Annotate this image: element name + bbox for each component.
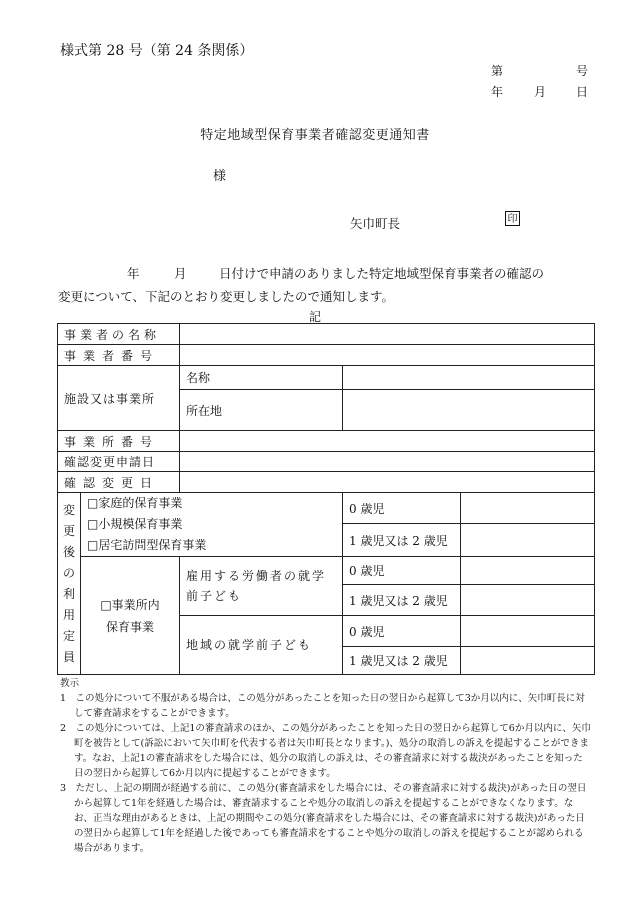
label-local-age0: 0 歳児 <box>343 616 461 647</box>
label-home-age0: 0 歳児 <box>343 493 461 524</box>
instructions-heading: 教示 <box>60 678 80 689</box>
label-facility: 施設又は事業所 <box>58 366 180 431</box>
type-home-based[interactable]: □家庭的保育事業 <box>87 496 183 510</box>
label-facility-address: 所在地 <box>180 390 343 431</box>
number-suffix: 号 <box>576 64 589 78</box>
seal-mark: 印 <box>505 211 520 226</box>
value-change-date[interactable] <box>180 472 595 493</box>
home-type-group[interactable] <box>81 493 343 557</box>
label-local-children: 地域の就学前子ども <box>180 616 343 675</box>
date-year: 年 <box>491 85 504 99</box>
value-facility-name[interactable] <box>343 366 595 390</box>
details-table <box>57 323 595 675</box>
label-facility-name: 名称 <box>180 366 343 390</box>
type-in-office[interactable]: □事業所内 保育事業 <box>81 557 180 675</box>
number-prefix: 第 <box>491 64 504 78</box>
label-change-request-date: 確認変更申請日 <box>58 452 180 472</box>
value-office-number[interactable] <box>180 431 595 452</box>
instruction-item-2: 2 この処分については、上記1の審査請求のほか、この処分があったことを知った日の翌日から起算して6か月以内に、矢巾町を被告として(訴訟において矢巾町を代表する者は矢巾町長となります。)、処分の取消しの訴えを提起することができます。なお、上記1の審査請求をした場合には、処分の取消しの訴えは、その審査請求に対する裁決があったことを知った日の翌日から起算して6か月以内に提起することができます。 <box>60 723 591 779</box>
label-employed-age0: 0 歳児 <box>343 557 461 585</box>
label-change-date: 確認変更日 <box>58 472 180 493</box>
type-small-scale[interactable]: □小規模保育事業 <box>87 517 183 531</box>
value-home-age0[interactable] <box>461 493 595 524</box>
body-year: 年 <box>127 266 140 281</box>
instruction-item-1: 1 この処分について不服がある場合は、この処分があったことを知った日の翌日から起算して3か月以内に、矢巾町長に対して審査請求をすることができます。 <box>60 693 585 719</box>
document-title: 特定地域型保育事業者確認変更通知書 <box>200 128 430 143</box>
value-facility-address[interactable] <box>343 390 595 431</box>
date-day: 日 <box>576 85 589 99</box>
label-employed-age12: 1 歳児又は 2 歳児 <box>343 585 461 616</box>
label-capacity-vertical: 変 更 後 の 利 用 定 員 <box>58 493 81 675</box>
value-local-age12[interactable] <box>461 647 595 675</box>
value-business-name[interactable] <box>180 324 595 345</box>
value-business-number[interactable] <box>180 345 595 366</box>
body-month: 月 <box>174 266 187 281</box>
body-line1: 日付けで申請のありました特定地域型保育事業者の確認の <box>219 266 545 281</box>
value-employed-age0[interactable] <box>461 557 595 585</box>
label-business-name: 事業者の名称 <box>58 324 180 345</box>
instruction-item-3: 3 ただし、上記の期間が経過する前に、この処分(審査請求をした場合には、その審査請求に対する裁決)があった日の翌日から起算して1年を経過した場合は、審査請求することや処分の取消しの訴えを提起することができなくなります。なお、正当な理由があるときは、上記の期間やこの処分(審査請求をした場合には、その審査請求に対する裁決)があった日の翌日から起算して1年を経過した後であっても審査請求をすることや処分の取消しの訴えを提起することが認められる場合があります。 <box>60 783 587 854</box>
label-office-number: 事業所番号 <box>58 431 180 452</box>
label-home-age12: 1 歳児又は 2 歳児 <box>343 524 461 557</box>
value-local-age0[interactable] <box>461 616 595 647</box>
ki-mark: 記 <box>308 310 321 324</box>
date-month: 月 <box>534 85 547 99</box>
value-change-request-date[interactable] <box>180 452 595 472</box>
value-employed-age12[interactable] <box>461 585 595 616</box>
label-employed-children: 雇用する労働者の就学前子ども <box>180 557 343 616</box>
label-business-number: 事業者番号 <box>58 345 180 366</box>
value-home-age12[interactable] <box>461 524 595 557</box>
issuer: 矢巾町長 <box>350 216 401 231</box>
label-local-age12: 1 歳児又は 2 歳児 <box>343 647 461 675</box>
addressee-suffix: 様 <box>213 169 227 184</box>
type-home-visit[interactable]: □居宅訪問型保育事業 <box>87 538 207 552</box>
form-number: 様式第 28 号（第 24 条関係） <box>60 43 254 59</box>
body-line2: 変更について、下記のとおり変更しましたので通知します。 <box>58 289 395 304</box>
instructions <box>60 676 592 856</box>
